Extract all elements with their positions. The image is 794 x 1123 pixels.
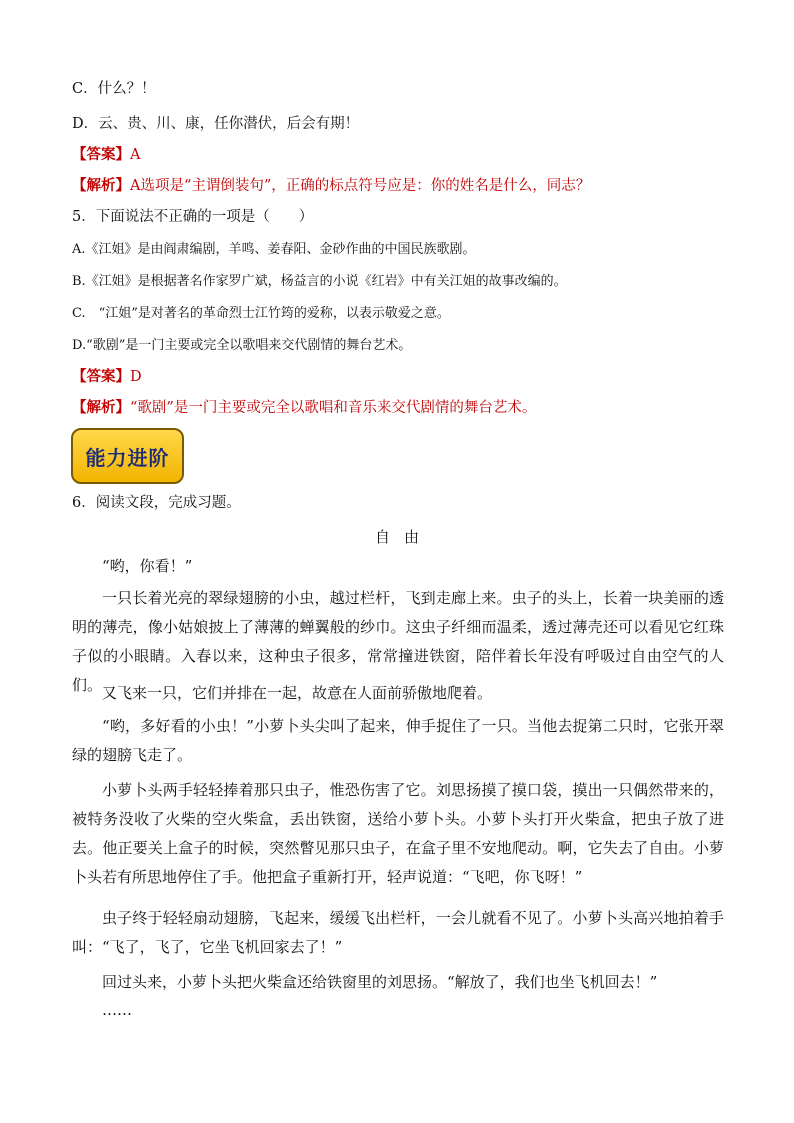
- passage-paragraph-7: 回过头来，小萝卜头把火柴盒还给铁窗里的刘思扬。“解放了，我们也坐飞机回去！”: [102, 973, 658, 991]
- answer-tag: 【答案】: [72, 368, 130, 385]
- q5-analysis: [72, 399, 536, 417]
- passage-paragraph-5: 小萝卜头两手轻轻捧着那只虫子，惟恐伤害了它。刘思扬摸了摸口袋，摸出一只偶然带来的，被特务没收了火柴的空火柴盒，丢出铁窗，送给小萝卜头。小萝卜头打开火柴盒，把虫子放了进去。他正要关上盒子的时候，突然瞥见那只虫子，在盒子里不安地爬动。啊，它失去了自由。小萝卜头若有所思地停住了手。他把盒子重新打开，轻声说道：“飞吧，你飞呀！”: [72, 781, 724, 886]
- passage-paragraph-1: “哟，你看！”: [102, 557, 193, 575]
- passage-paragraph-2: 一只长着光亮的翠绿翅膀的小虫，越过栏杆，飞到走廊上来。虫子的头上，长着一块美丽的透明的薄壳，像小姑娘披上了薄薄的蝉翼般的纱巾。这虫子纤细而温柔，透过薄壳还可以看见它红珠子似的小眼睛。入春以来，这种虫子很多，常常撞进铁窗，陪伴着长年没有呼吸过自由空气的人们。: [72, 589, 724, 694]
- q5-option-b: B.《江姐》是根据著名作家罗广斌，杨益言的小说《红岩》中有关江姐的故事改编的。: [72, 274, 567, 289]
- q5-option-d: D.“歌剧”是一门主要或完全以歌唱来交代剧情的舞台艺术。: [72, 338, 412, 353]
- analysis-tag: 【解析】: [72, 399, 130, 416]
- answer-value: A: [130, 147, 141, 163]
- q5-option-c: C. “江姐”是对著名的革命烈士江竹筠的爱称，以表示敬爱之意。: [72, 306, 450, 321]
- passage-title: 自由: [374, 528, 433, 546]
- q5-stem: 5．下面说法不正确的一项是（ ）: [72, 209, 314, 225]
- analysis-tag: 【解析】: [72, 177, 130, 194]
- option-c: C．什么？！: [72, 81, 156, 97]
- passage-paragraph-3: 又飞来一只，它们并排在一起，故意在人面前骄傲地爬着。: [102, 684, 493, 702]
- passage-paragraph-6: 虫子终于轻轻扇动翅膀，飞起来，缓缓飞出栏杆，一会儿就看不见了。小萝卜头高兴地拍着手叫：“飞了，飞了，它坐飞机回家去了！”: [72, 909, 724, 956]
- q4-answer: [72, 146, 140, 164]
- analysis-text: A选项是“主谓倒装句”，正确的标点符号应是：你的姓名是什么，同志？: [130, 178, 591, 194]
- answer-value: D: [130, 369, 142, 385]
- answer-tag: 【答案】: [72, 146, 130, 163]
- q5-option-a: A.《江姐》是由阎肃编剧，羊鸣、姜春阳、金砂作曲的中国民族歌剧。: [72, 242, 476, 257]
- passage-ellipsis: ……: [102, 1001, 132, 1019]
- option-d: D．云、贵、川、康，任你潜伏，后会有期！: [72, 116, 360, 132]
- section-badge: 能力进阶: [71, 428, 184, 484]
- q5-answer: [72, 368, 142, 386]
- passage-paragraph-4: “哟，多好看的小虫！”小萝卜头尖叫了起来，伸手捉住了一只。当他去捉第二只时，它张开翠绿的翅膀飞走了。: [72, 717, 724, 764]
- q6-stem: 6．阅读文段，完成习题。: [72, 495, 241, 511]
- q4-analysis: [72, 177, 590, 195]
- analysis-text: “歌剧”是一门主要或完全以歌唱和音乐来交代剧情的舞台艺术。: [130, 400, 537, 416]
